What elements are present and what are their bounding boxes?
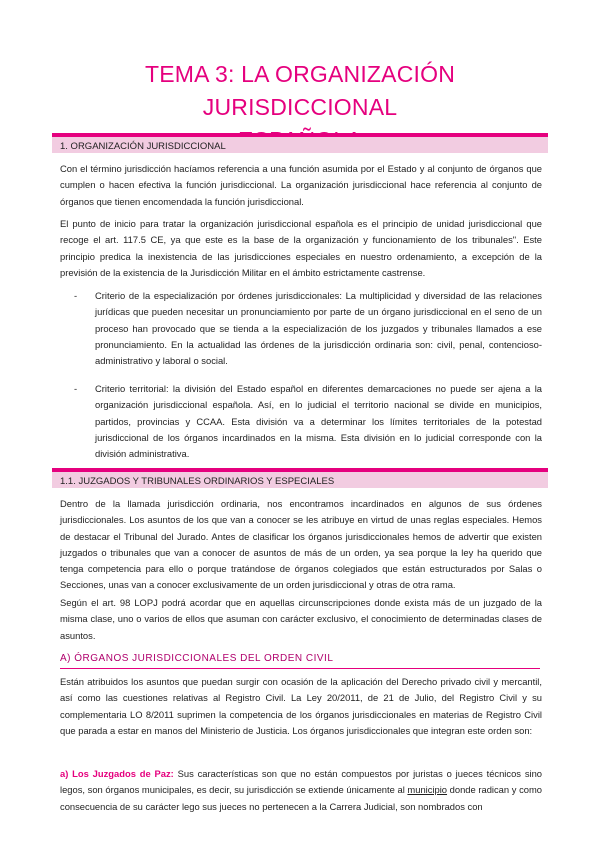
paragraph-orden-civil: Están atribuidos los asuntos que puedan surgir con ocasión de la aplicación del Derecho privado civil y mercantil, así como las cuestiones relativas al Registro Civil. La Ley 20/2011, de 21 de Julio, del Registro Civil y su complementaria LO 8/2011 suprimen la competencia de los órganos jurisdiccionales en materias de Registro Civil que parada a estar en manos del Ministerio de Justicia. Los órganos jurisdiccionales que integran este orden son: xyxy=(60,676,542,736)
juzgados-de-paz-label: a) Los Juzgados de Paz: xyxy=(60,768,174,779)
paragraph-unidad-jurisdiccional: El punto de inicio para tratar la organización jurisdiccional española es el principio de unidad jurisdiccional que recoge el art. 117.5 CE, ya que este es la base de la organización y funcionamiento de los tribunales". Este principio predica la inexistencia de las jurisdicciones especiales en nuestro ordenamiento, a excepción de la previsión de la existencia de la Jurisdicción Militar en el ámbito estrictamente castrense. xyxy=(60,218,542,278)
paragraph-art-98: Según el art. 98 LOPJ podrá acordar que en aquellas circunscripciones donde exista más de un juzgado de la misma clase, uno o varios de ellos que asuman con carácter exclusivo, el conocimiento de determinadas clases de asuntos. xyxy=(60,597,542,641)
juzgados-de-paz-text-a: Sus características son que no están compuestos por juristas o jueces técnicos sino legos, son órganos municipales, es decir, su jurisdicción se extiende únicamente al xyxy=(60,768,543,796)
title-line-1: TEMA 3: LA ORGANIZACIÓN JURISDICCIONAL xyxy=(144,61,456,120)
juzgados-de-paz-text-b: donde radican y como consecuencia de su carácter lego sus jueces no pertenecen a la Carrera Judicial, son nombrados con xyxy=(60,784,542,812)
list-item-territorial: Criterio territorial: la división del Estado español en diferentes demarcaciones no puede ser ajena a la organización jurisdiccional española. Así, en lo judicial el territorio nacional se divide en municipios, partidos, provincias y CCAA. Esta división va a determinar los límites territoriales de la potestad jurisdiccional de los órganos incardinados en la misma. Esta división en lo judicial corresponde con la división administrativa. xyxy=(95,383,542,460)
list-item-especializacion: Criterio de la especialización por órdenes jurisdiccionales: La multiplicidad y diversidad de las relaciones jurídicas que pueden necesitar un pronunciamiento por parte de un órgano jurisdiccional en el seno de un proceso han provocado que se tienda a la especialización de los juzgados y tribunales llamados a ese pronunciamiento. En la actualidad las órdenes de la jurisdicción ordinaria son: civil, penal, contencioso-administrativo y laboral o social. xyxy=(95,290,542,367)
list-bullet-dash: - xyxy=(74,290,78,301)
paragraph-jurisdiccion: Con el término jurisdicción hacíamos referencia a una función asumida por el Estado y al conjunto de órganos que cumplen o hacen efectiva la función jurisdiccional. La organización jurisdiccional hace referencia al conjunto de órganos que tienen encomendada la función jurisdiccional. xyxy=(60,163,542,207)
subsection-heading-orden-civil: A) ÓRGANOS JURISDICCIONALES DEL ORDEN CIVIL xyxy=(60,650,540,669)
list-bullet-dash: - xyxy=(74,383,78,394)
paragraph-juzgados-de-paz xyxy=(60,766,542,815)
section-heading-1-1: 1.1. JUZGADOS Y TRIBUNALES ORDINARIOS Y ESPECIALES xyxy=(52,468,548,488)
paragraph-jurisdiccion-ordinaria: Dentro de la llamada jurisdicción ordinaria, nos encontramos incardinados en algunos de sus órdenes jurisdiccionales. Los asuntos de los que van a conocer se les atribuye en virtud de unas reglas especiales. Hemos de destacar el Tribunal del Jurado. Antes de clasificar los órganos jurisdiccionales hemos de advertir que existen juzgados o tribunales que van a conocer de asuntos de más de un orden, ya sea porque la ley ha querido que tenga competencia para ello o porque tratándose de órganos colegiados que están estructurados por Salas o Secciones, unas van a conocer exclusivamente de un orden jurisdiccional y otras de otra rama. xyxy=(60,498,542,591)
municipio-underlined: municipio xyxy=(407,784,448,796)
section-heading-1: 1. ORGANIZACIÓN JURISDICCIONAL xyxy=(52,133,548,153)
